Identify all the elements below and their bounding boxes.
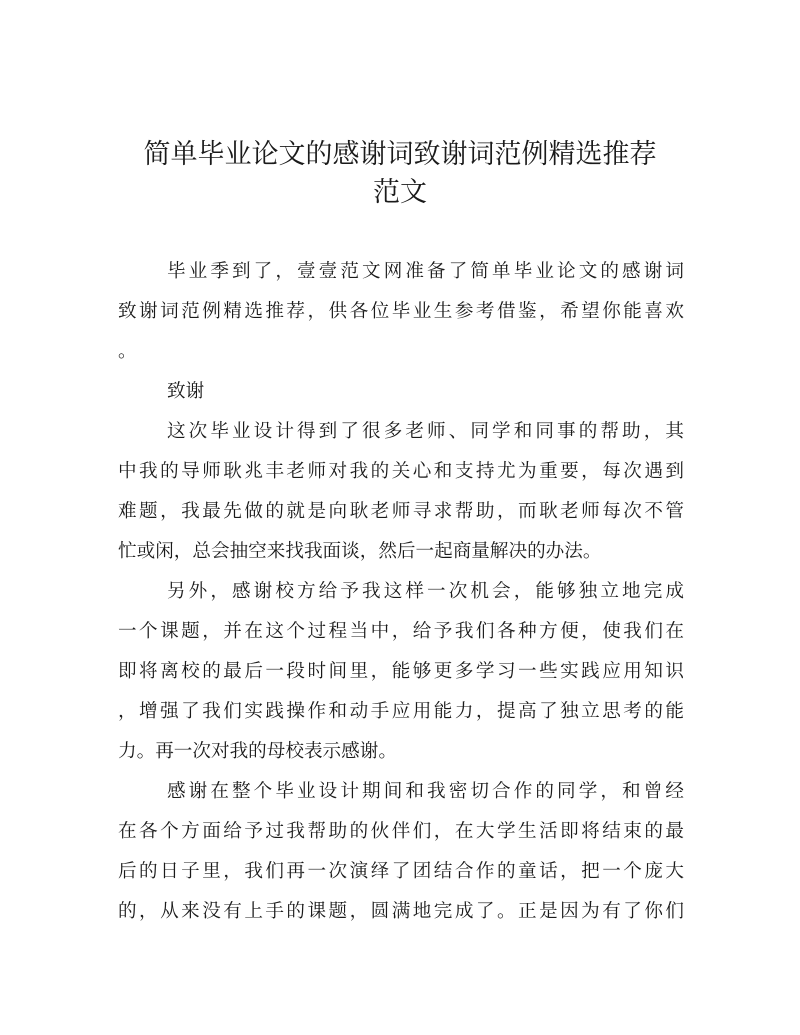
- body-line-para2-2: 一个课题，并在这个过程当中，给予我们各种方便，使我们在: [118, 621, 684, 642]
- body-line-para2-5: 力。再一次对我的母校表示感谢。: [118, 741, 397, 762]
- body-line-para1-4: 忙或闲，总会抽空来找我面谈，然后一起商量解决的办法。: [118, 541, 602, 562]
- body-line-para1-3: 难题，我最先做的就是向耿老师寻求帮助，而耿老师每次不管: [118, 501, 684, 522]
- body-line-para2-3: 即将离校的最后一段时间里，能够更多学习一些实践应用知识: [118, 661, 684, 682]
- body-line-para2-1: 另外，感谢校方给予我这样一次机会，能够独立地完成: [167, 581, 684, 602]
- body-line-intro-2: 致谢词范例精选推荐，供各位毕业生参考借鉴，希望你能喜欢: [118, 301, 684, 322]
- body-line-para3-3: 后的日子里，我们再一次演绎了团结合作的童话，把一个庞大: [118, 861, 684, 882]
- body-line-para3-2: 在各个方面给予过我帮助的伙伴们，在大学生活即将结束的最: [118, 821, 684, 842]
- body-line-para1-2: 中我的导师耿兆丰老师对我的关心和支持尤为重要，每次遇到: [118, 461, 684, 482]
- body-line-intro-3: 。: [118, 341, 137, 362]
- body-line-intro-1: 毕业季到了，壹壹范文网准备了简单毕业论文的感谢词: [167, 261, 684, 282]
- section-heading-thanks: 致谢: [167, 381, 205, 402]
- body-line-para1-1: 这次毕业设计得到了很多老师、同学和同事的帮助，其: [167, 421, 684, 442]
- body-line-para3-1: 感谢在整个毕业设计期间和我密切合作的同学，和曾经: [167, 781, 684, 802]
- document-title-line-2: 范文: [373, 177, 427, 208]
- body-line-para3-4: 的，从来没有上手的课题，圆满地完成了。正是因为有了你们: [118, 901, 684, 922]
- body-line-para2-4: ，增强了我们实践操作和动手应用能力，提高了独立思考的能: [118, 701, 684, 722]
- document-title-line-1: 简单毕业论文的感谢词致谢词范例精选推荐: [143, 139, 657, 170]
